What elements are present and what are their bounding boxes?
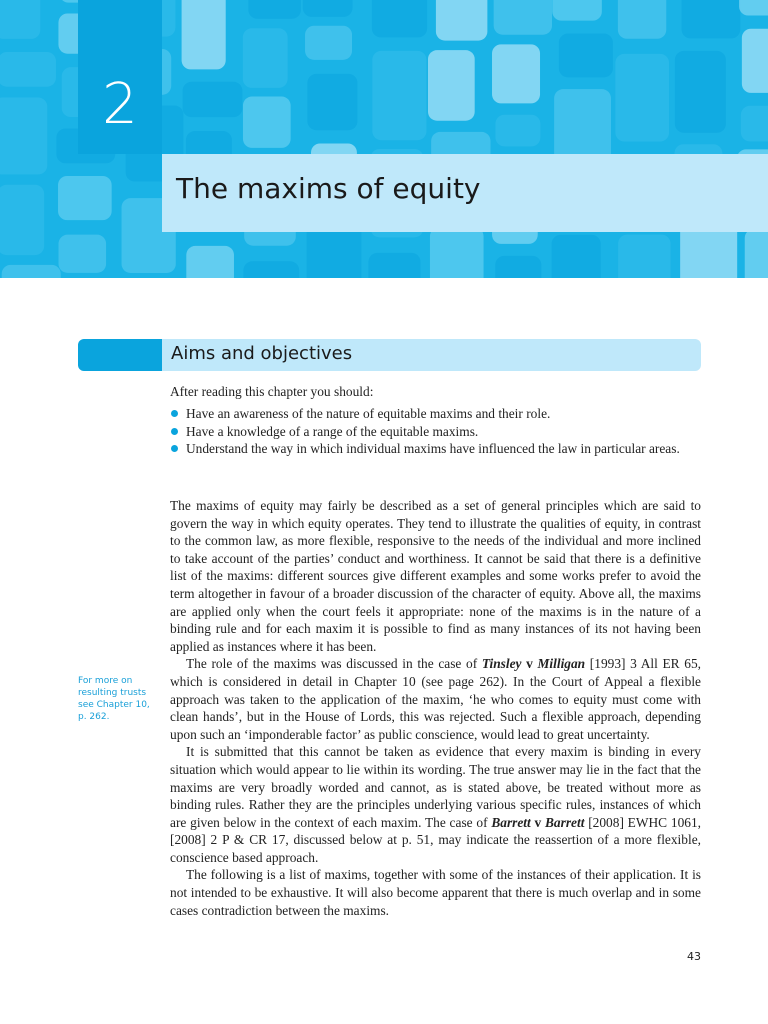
banner-tile [428,50,475,121]
banner-tile [243,97,291,148]
banner-tile [305,26,352,60]
case-versus: v [530,814,545,830]
aims-list [170,405,701,458]
paragraph-2 [170,655,701,743]
banner-tile [675,51,726,133]
aims-list-item [170,405,701,423]
aims-accent-block [78,339,162,371]
paragraph-2-text: [1993] 3 All ER 65, which is considered in detail in Chapter 10 (see page 262). In the Court of Appeal a flexible approach was taken to the application of the maxim, ‘he who comes to equity must come with clean hands’, but in the House of Lords, this was rejected. Such a flexible approach, depending upon such an ‘imponderable factor’ as public conscience, would lead to great uncertainty. [170,656,702,742]
case-name: Milligan [537,656,586,672]
aims-heading: Aims and objectives [171,343,353,364]
chapter-title: The maxims of equity [176,172,481,205]
banner-tile [552,235,601,278]
page-number: 43 [687,950,701,963]
banner-tile [559,34,613,78]
aims-list-item-text: Have an awareness of the nature of equitable maxims and their role. [186,406,551,421]
paragraph-3-text: It is submitted that this cannot be taken as evidence that every maxim is binding in every situation which would appear to lie within its wording. The true answer may lie in the fact that the maxims are very broadly worded and cannot, as is stated above, be treated without more as binding rules. Rather they are the principles underlying various specific rules, instances of which are given below in the context of each maxim. The case of [170,744,701,830]
banner-tile [739,0,768,16]
banner-tile [741,106,768,142]
chapter-number: 2 [102,72,138,137]
bullet-icon [171,410,178,417]
paragraph-3 [170,743,701,866]
banner-tile [182,0,226,69]
aims-list-item-text: Understand the way in which individual maxims have influenced the law in particular areas. [186,441,680,457]
banner-tile [0,52,56,87]
case-name: Barrett [545,814,585,830]
banner-tile [552,0,602,21]
banner-tile [248,0,301,19]
banner-tile [2,265,61,278]
banner-tile [372,51,426,140]
banner-tile [0,98,47,175]
banner-tile [618,0,666,39]
banner-tile [368,253,420,278]
banner-tile [745,229,768,278]
banner-tile [492,44,540,103]
aims-intro: After reading this chapter you should: [170,384,374,399]
case-versus: v [521,656,538,672]
case-name: Barrett [491,814,531,830]
banner-tile [0,185,44,255]
banner-tile [618,235,670,278]
paragraph-1: The maxims of equity may fairly be described as a set of general principles which are said to govern the way in which equity operates. They tend to illustrate the qualities of equity, in contrast to the common law, as more flexible, responsive to the needs of the individual and more inclined to take account of the parties’ conduct and worthiness. It cannot be said that there is a definitive list of the maxims: different sources give different examples and some works prefer to avoid the term altogether in favour of a broader discussion of the character of equity. Above all, the maxims are applied only when the court feels it appropriate: none of the maxims is in the nature of a binding rule and for each maxim it is possible to find as many instances of its not having been applied as instances where it has been. [170,498,701,654]
banner-tile [615,54,669,142]
banner-tile [436,0,487,41]
banner-tile [243,261,299,278]
paragraph-2-text: The role of the maxims was discussed in the case of [186,656,482,672]
banner-tile [494,0,552,35]
banner-tile [430,227,484,278]
margin-note: For more on resulting trusts see Chapter 10, p. 262. [78,676,150,722]
banner-tile [303,0,353,17]
banner-tile [495,256,541,278]
banner-tile [307,74,357,130]
banner-tile [59,235,107,273]
banner-tile [243,28,288,88]
banner-tile [186,246,234,278]
aims-list-item [170,423,701,441]
banner-tile [0,0,40,39]
bullet-icon [171,445,178,452]
banner-tile [495,115,540,147]
banner-tile [742,29,768,93]
paragraph-4: The following is a list of maxims, together with some of the instances of their application. It is not intended to be exhaustive. It will also become apparent that there is much overlap and in some cases contradiction between the maxims. [170,867,701,918]
body-text [170,497,701,919]
banner-tile [183,82,243,117]
banner-tile [58,176,112,220]
aims-list-item [170,440,701,458]
bullet-icon [171,428,178,435]
case-name: Tinsley [481,656,522,672]
banner-tile [372,0,427,37]
paragraph-3-text: [2008] EWHC 1061, [2008] 2 P & CR 17, discussed below at p. 51, may indicate the reassertion of a more flexible, conscience based approach. [170,814,702,865]
aims-list-item-text: Have a knowledge of a range of the equitable maxims. [186,423,479,439]
banner-tile [682,0,741,38]
